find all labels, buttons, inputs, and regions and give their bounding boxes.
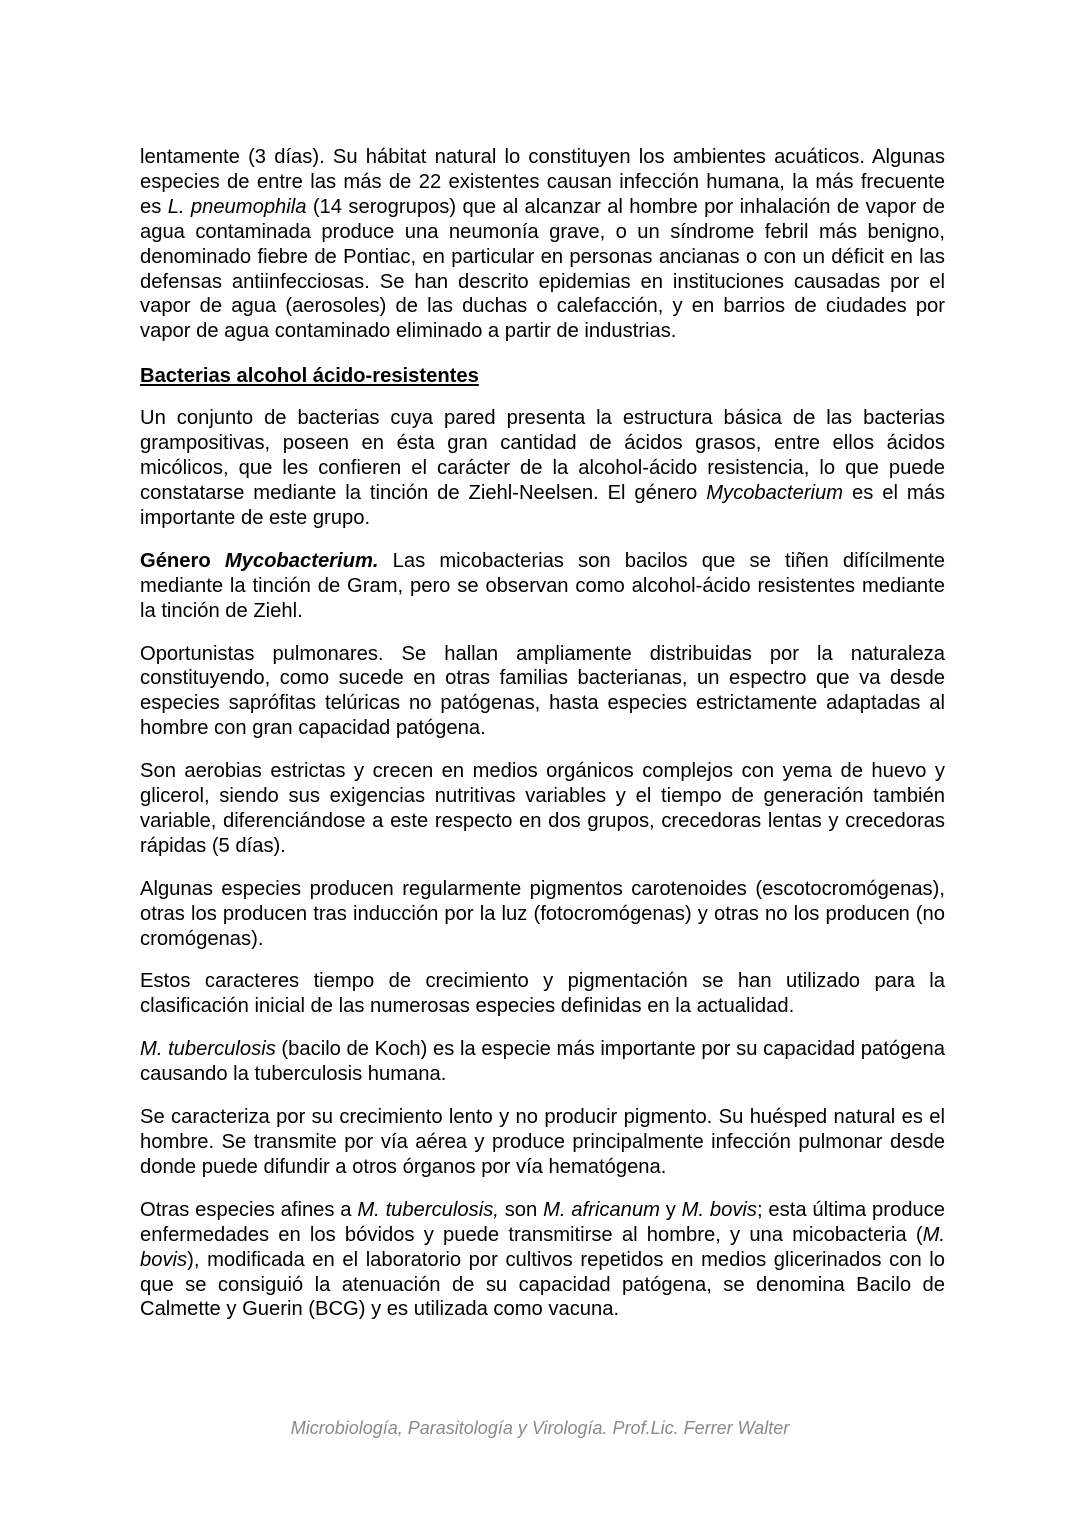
species-name: M. tuberculosis,: [357, 1198, 499, 1221]
paragraph-crecimiento: Se caracteriza por su crecimiento lento y no producir pigmento. Su huésped natural es el hombre. Se transmite por vía aérea y produce principalmente infección pulmonar desde donde puede difundir a otros órganos por vía hematógena.: [140, 1106, 945, 1178]
paragraph-aerobias: Son aerobias estrictas y crecen en medios orgánicos complejos con yema de huevo y glicerol, siendo sus exigencias nutritivas variables y el tiempo de generación también variable, diferenciándose a este respecto en dos grupos, crecedoras lentas y crecedoras rápidas (5 días).: [140, 760, 945, 857]
paragraph-oportunistas: Oportunistas pulmonares. Se hallan ampliamente distribuidas por la naturaleza constituyendo, como sucede en otras familias bacterianas, un espectro que va desde especies saprófitas telúricas no patógenas, hasta especies estrictamente adaptadas al hombre con gran capacidad patógena.: [140, 642, 945, 740]
species-name: M. bovis: [681, 1198, 757, 1221]
text-run: lentamente (3 días). Su hábitat natural lo constituyen los ambientes acuáticos. Algunas especies de entre las más de 22 existentes causan infección humana, la más frecuente es: [140, 146, 945, 218]
text-run: Las micobacterias son bacilos que se tiñen difícilmente mediante la tinción de Gram, pero se observan como alcohol-ácido resistentes mediante la tinción de Ziehl.: [140, 549, 945, 622]
text-run: ), modificada en el laboratorio por cultivos repetidos en medios glicerinados con lo que se consiguió la atenuación de su capacidad patógena, se denomina Bacilo de Calmette y Guerin (BCG) y es utilizada como vacuna.: [140, 1248, 945, 1321]
text-run: (bacilo de Koch) es la especie más importante por su capacidad patógena causando la tuberculosis humana.: [140, 1038, 945, 1086]
genus-name: Mycobacterium.: [224, 549, 379, 572]
genus-name: Mycobacterium: [706, 481, 844, 504]
text-run: Un conjunto de bacterias cuya pared presenta la estructura básica de las bacterias grampositivas, poseen en ésta gran cantidad de ácidos grasos, entre ellos ácidos micólicos, que les confieren el carácter de la alcohol-ácido resistencia, lo que puede constatarse mediante la tinción de Ziehl-Neelsen. El género: [140, 407, 945, 504]
paragraph-genus-mycobacterium: [140, 549, 945, 624]
paragraph-acid-fast-intro: [140, 406, 945, 531]
paragraph-m-tuberculosis: [140, 1037, 945, 1087]
text-run: (14 serogrupos) que al alcanzar al hombre por inhalación de vapor de agua contaminada produce una neumonía grave, o un síndrome febril más benigno, denominado fiebre de Pontiac, en particular en personas ancianas o con un déficit en las defensas antiinfecciosas. Se han descrito epidemias en instituciones causadas por el vapor de agua (aerosoles) de las duchas o calefacción, y en barrios de ciudades por vapor de agua contaminado eliminado a partir de industrias.: [140, 195, 945, 343]
paragraph-clasificacion: Estos caracteres tiempo de crecimiento y pigmentación se han utilizado para la clasificación inicial de las numerosas especies definidas en la actualidad.: [140, 970, 945, 1018]
text-run: y: [659, 1198, 682, 1221]
species-name: M. tuberculosis: [140, 1038, 276, 1061]
document-body: [140, 145, 945, 1340]
section-heading: Bacterias alcohol ácido-resistentes: [140, 365, 479, 388]
text-run: Otras especies afines a: [140, 1198, 358, 1221]
paragraph-legionella-habitat: [140, 145, 945, 344]
paragraph-otras-especies: [140, 1198, 945, 1323]
genus-name-bold: [225, 550, 379, 572]
text-run: es el más importante de este grupo.: [140, 481, 945, 529]
text-run: son: [498, 1198, 544, 1221]
paragraph-pigmentos: Algunas especies producen regularmente pigmentos carotenoides (escotocromógenas), otras los producen tras inducción por la luz (fotocromógenas) y otras no los producen (no cromógenas).: [140, 877, 945, 950]
text-run: ; esta última produce enfermedades en los bóvidos y puede transmitirse al hombre, y una micobacteria (: [140, 1198, 945, 1246]
page-footer: Microbiología, Parasitología y Virología. Prof.Lic. Ferrer Walter: [290, 1418, 790, 1438]
genus-label: Género: [140, 549, 225, 572]
species-name: L. pneumophila: [167, 195, 307, 218]
species-name: M. africanum: [543, 1198, 660, 1221]
species-name: M. bovis: [140, 1223, 945, 1271]
